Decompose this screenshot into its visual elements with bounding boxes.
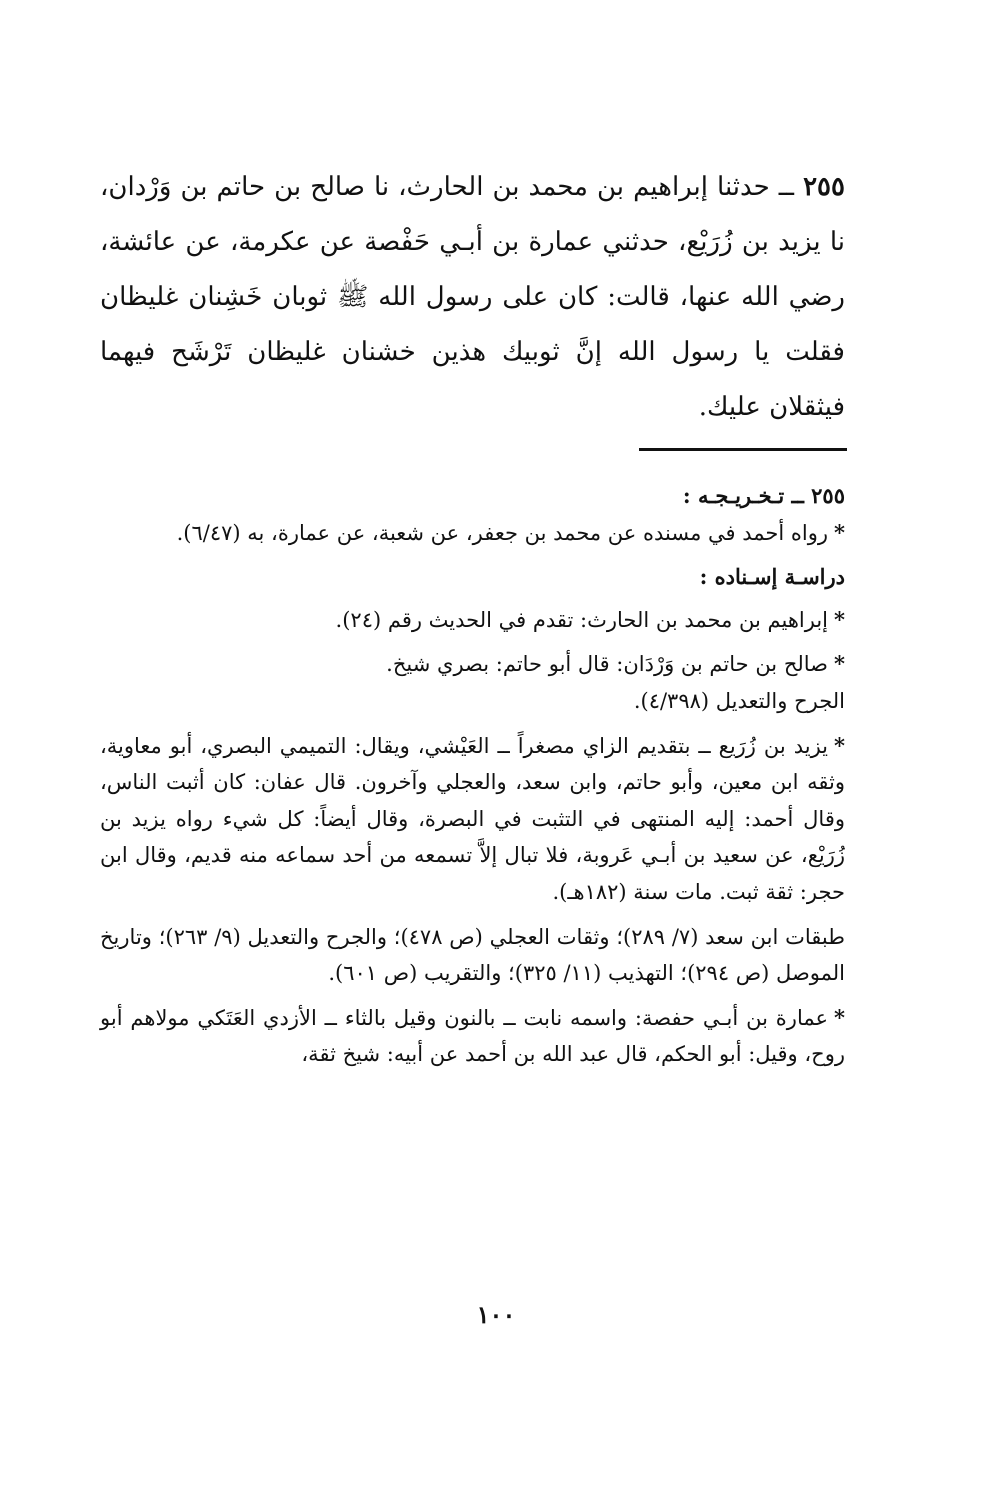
narrator-umara-text: عمارة بن أبـي حفصة: واسمه نابت ــ بالنون وقيل بالثاء ــ الأزدي العَتَكي مولاهم أبو روح، وقيل: أبو الحكم، قال عبد الله بن أحمد عن أبيه: شيخ ثقة، xyxy=(100,1005,845,1067)
reference-yazid: طبقات ابن سعد (٧/ ٢٨٩)؛ وثقات العجلي (ص ٤٧٨)؛ والجرح والتعديل (٩/ ٢٦٣)؛ وتاريخ الموصل (ص ٢٩٤)؛ التهذيب (١١/ ٣٢٥)؛ والتقريب (ص ٦٠١). xyxy=(100,924,845,986)
takhrij-heading: ٢٥٥ ــ تـخـريـجـه : xyxy=(682,483,845,508)
hadith-number: ٢٥٥ xyxy=(803,172,845,202)
dirasa-heading: دراسـة إسـناده : xyxy=(699,564,845,590)
footnotes xyxy=(100,478,845,1073)
narrator-salih-text: صالح بن حاتم بن وَرْدَان: قال أبو حاتم: بصري شيخ. xyxy=(386,652,829,677)
footnote-separator xyxy=(639,448,847,451)
hadith-text xyxy=(100,160,845,435)
narrator-yazid xyxy=(100,728,845,911)
narrator-umara xyxy=(100,1000,845,1073)
hadith-body: ــ حدثنا إبراهيم بن محمد بن الحارث، نا صالح بن حاتم بن وَرْدان، نا يزيد بن زُرَيْع، حدثني عمارة بن أبـي حَفْصة عن عكرمة، عن عائشة، رضي الله عنها، قالت: كان على رسول الله ﷺ ثوبان خَشِنان غليظان فقلت يا رسول الله إنَّ ثوبيك هذين خشنان غليظان تَرْشَح فيهما فيثقلان عليك. xyxy=(100,172,845,422)
page-number: ١٠٠ xyxy=(476,1300,516,1329)
bullet-star: * xyxy=(834,606,845,632)
narrator-ibrahim xyxy=(100,602,845,639)
takhrij-paragraph xyxy=(100,515,845,552)
takhrij-text: رواه أحمد في مسنده عن محمد بن جعفر، عن شعبة، عن عمارة، به (٦/٤٧). xyxy=(176,520,829,545)
bullet-star: * xyxy=(834,651,845,677)
bullet-star: * xyxy=(834,1004,845,1030)
narrator-yazid-text: يزيد بن زُرَيع ــ بتقديم الزاي مصغراً ــ العَيْشي، ويقال: التميمي البصري، أبو معاوية، وثقه ابن معين، وأبو حاتم، وابن سعد، والعجلي وآخرون. قال عفان: كان أثبت الناس، وقال أحمد: إليه المنتهى في التثبت في البصرة، وقال أيضاً: كل شيء رواه يزيد بن زُرَيْع، عن سعيد بن أبـي عَروبة، فلا تبال إلاَّ تسمعه من أحد سماعه منه قديم، وقال ابن حجر: ثقة ثبت. مات سنة (١٨٢هـ). xyxy=(100,733,845,904)
bullet-star: * xyxy=(834,519,845,545)
narrator-ibrahim-text: إبراهيم بن محمد بن الحارث: تقدم في الحديث رقم (٢٤). xyxy=(335,607,829,632)
reference-jarh: الجرح والتعديل (٤/٣٩٨). xyxy=(633,688,845,713)
bullet-star: * xyxy=(834,732,845,758)
narrator-salih xyxy=(100,646,845,683)
main-hadith-block xyxy=(100,160,845,435)
